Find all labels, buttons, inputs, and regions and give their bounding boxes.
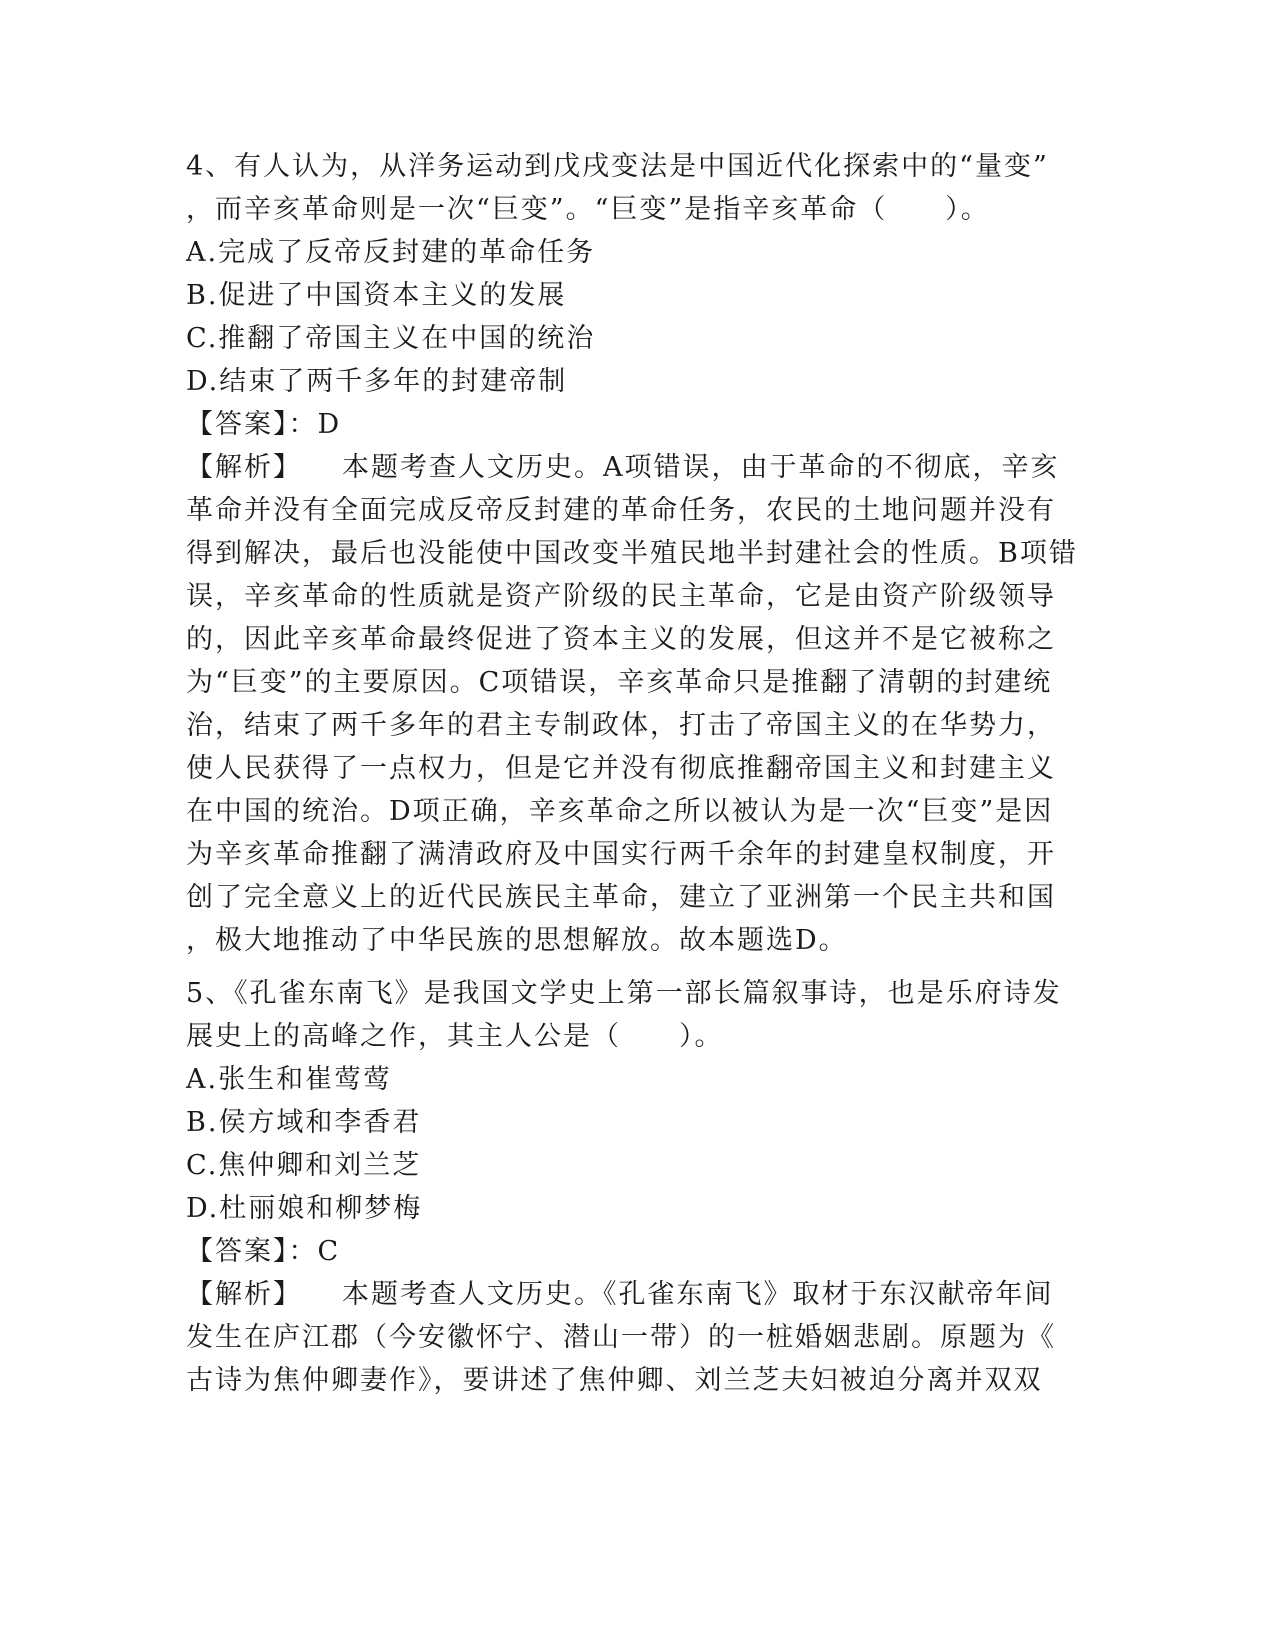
question-5-analysis-line-3: 古诗为焦仲卿妻作》，要讲述了焦仲卿、刘兰芝夫妇被迫分离并双双 — [186, 1365, 1043, 1396]
question-4-analysis-line-3: 得到解决，最后也没能使中国改变半殖民地半封建社会的性质。B项错 — [186, 538, 1078, 569]
analysis-text: 本题考查人文历史。《孔雀东南飞》取材于东汉献帝年间 — [342, 1279, 1054, 1310]
question-4-analysis-line-9: 在中国的统治。D项正确，辛亥革命之所以被认为是一次“巨变”是因 — [186, 796, 1054, 827]
answer-value: C — [317, 1236, 341, 1267]
question-4-analysis-line-6: 为“巨变”的主要原因。C项错误，辛亥革命只是推翻了清朝的封建统 — [186, 667, 1053, 698]
answer-label: 【答案】： — [186, 409, 318, 440]
question-4-analysis-line-12: ，极大地推动了中华民族的思想解放。故本题选D。 — [186, 925, 848, 956]
question-4 — [186, 145, 1091, 962]
question-4-option-c: C.推翻了帝国主义在中国的统治 — [186, 323, 596, 354]
analysis-text: 本题考查人文历史。A项错误，由于革命的不彻底，辛亥 — [342, 452, 1060, 483]
question-4-answer — [186, 403, 1091, 446]
answer-value: D — [317, 409, 342, 440]
question-5-answer — [186, 1230, 1091, 1273]
question-4-analysis-line-11: 创了完全意义上的近代民族民主革命，建立了亚洲第一个民主共和国 — [186, 882, 1056, 913]
question-5-analysis-line-2: 发生在庐江郡（今安徽怀宁、潜山一带）的一桩婚姻悲剧。原题为《 — [186, 1322, 1056, 1353]
question-5-option-d: D.杜丽娘和柳梦梅 — [186, 1193, 423, 1224]
question-4-analysis-line-5: 的，因此辛亥革命最终促进了资本主义的发展，但这并不是它被称之 — [186, 624, 1056, 655]
question-4-stem-line-2: ，而辛亥革命则是一次“巨变”。“巨变”是指辛亥革命（ ）。 — [186, 194, 990, 225]
question-5-option-c: C.焦仲卿和刘兰芝 — [186, 1150, 422, 1181]
question-4-analysis-line-10: 为辛亥革命推翻了满清政府及中国实行两千余年的封建皇权制度，开 — [186, 839, 1056, 870]
question-4-option-d: D.结束了两千多年的封建帝制 — [186, 366, 568, 397]
answer-label: 【答案】： — [186, 1236, 318, 1267]
question-4-analysis-line-2: 革命并没有全面完成反帝反封建的革命任务，农民的土地问题并没有 — [186, 495, 1056, 526]
analysis-label: 【解析】 — [186, 452, 302, 483]
question-5-option-a: A.张生和崔莺莺 — [186, 1064, 393, 1095]
analysis-label: 【解析】 — [186, 1279, 302, 1310]
question-5-stem-line-2: 展史上的高峰之作，其主人公是（ ）。 — [186, 1021, 724, 1052]
question-5-analysis-line-1 — [186, 1273, 1091, 1316]
question-5-stem-line-1: 5、《孔雀东南飞》是我国文学史上第一部长篇叙事诗，也是乐府诗发 — [186, 978, 1062, 1009]
question-5 — [186, 972, 1091, 1402]
question-4-analysis-line-4: 误，辛亥革命的性质就是资产阶级的民主革命，它是由资产阶级领导 — [186, 581, 1056, 612]
question-4-option-b: B.促进了中国资本主义的发展 — [186, 280, 567, 311]
question-4-analysis-line-8: 使人民获得了一点权力，但是它并没有彻底推翻帝国主义和封建主义 — [186, 753, 1056, 784]
question-4-option-a: A.完成了反帝反封建的革命任务 — [186, 237, 596, 268]
question-5-option-b: B.侯方域和李香君 — [186, 1107, 422, 1138]
question-4-analysis-line-1 — [186, 446, 1091, 489]
question-4-analysis-line-7: 治，结束了两千多年的君主专制政体，打击了帝国主义的在华势力， — [186, 710, 1056, 741]
question-4-stem-line-1: 4、有人认为，从洋务运动到戊戌变法是中国近代化探索中的“量变” — [186, 151, 1049, 182]
question-spacer — [186, 962, 1091, 972]
document-page — [186, 145, 1091, 1402]
